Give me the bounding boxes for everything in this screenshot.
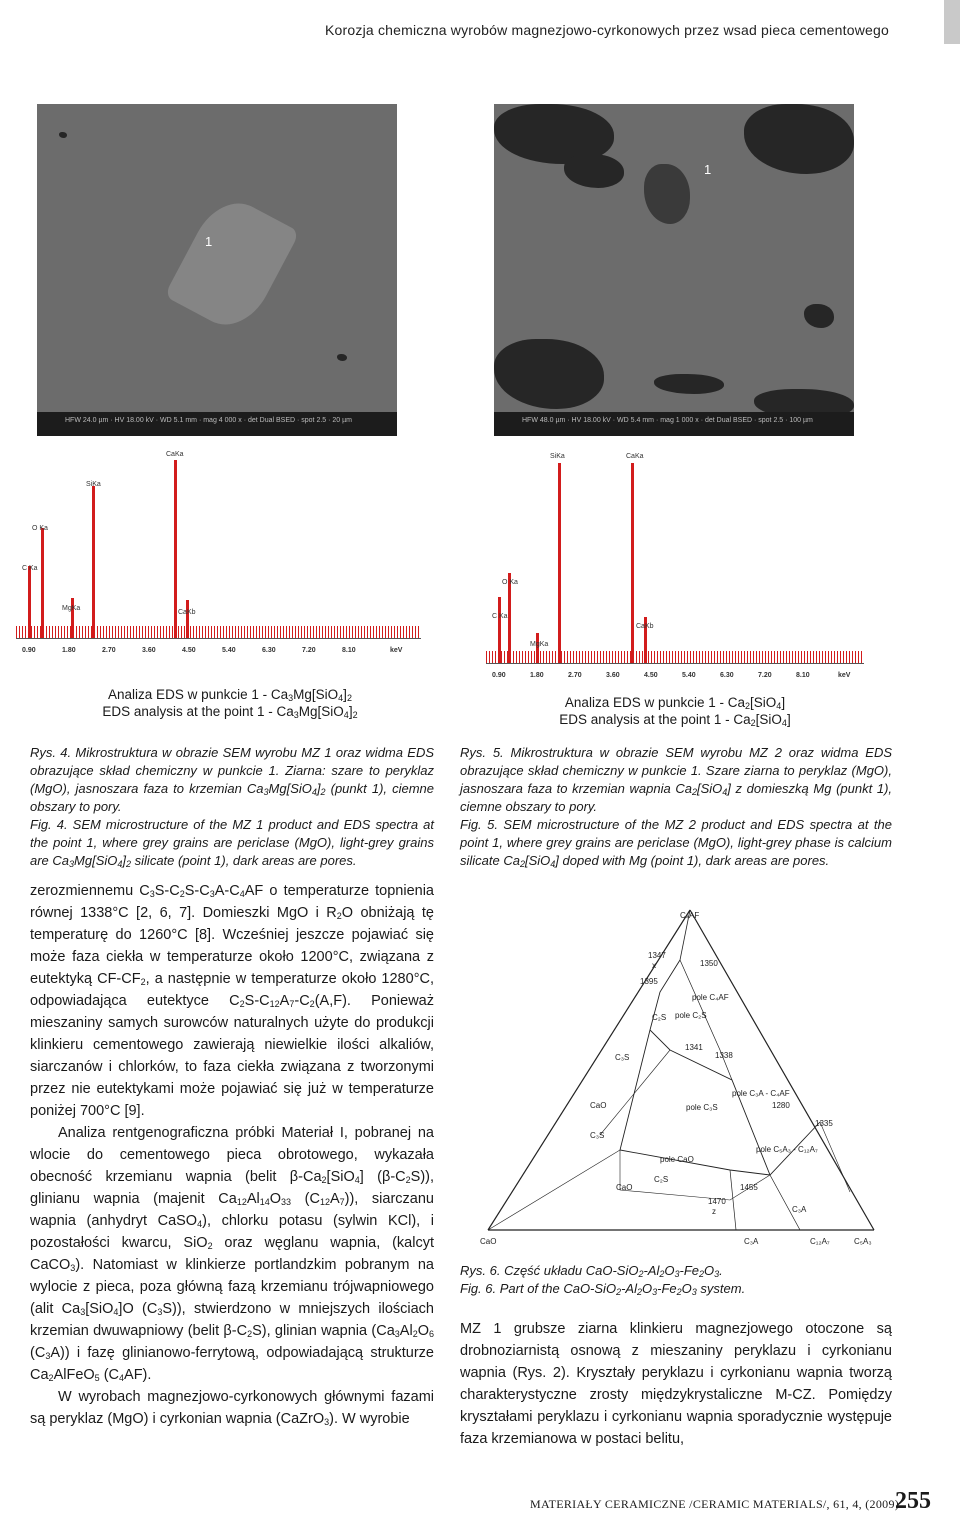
eds4-peak-OKa [41, 528, 44, 638]
svg-text:z: z [712, 1207, 716, 1216]
svg-text:C₁₂A₇: C₁₂A₇ [810, 1237, 830, 1246]
svg-text:C₂S: C₂S [652, 1013, 667, 1022]
fig4-eds-caption-pl: Analiza EDS w punkcie $1 - Ca_3Mg[SiO_4]_2$ [108, 687, 352, 703]
svg-text:CaO: CaO [480, 1237, 497, 1246]
eds5-peak-CKa [498, 597, 501, 663]
fig4-eds-spectrum: CaKa SiKa O Ka C Ka MgKa CaKb 0.90 1.80 2.70 3.60 4.50 5.40 6.30 7.20 8.10 keV [16, 445, 421, 660]
right-body-text: MZ 1 grubsze ziarna klinkieru magnezjowego otoczone są drobnoziarnistą osnową z mieszaniny peryklazu i cyrkonianu wapnia (Rys. 2). Kryształy peryklazu i cyrkonianu wapnia tworzą charakterystyczne zrosty międzykrystaliczne M-CZ. Pomiędzy kryształami peryklazu i cyrkonianu wapnia sporadycznie występuje faza krzemianowa w postaci belitu, [460, 1321, 892, 1447]
eds4-peak-CaKa [174, 460, 177, 638]
svg-text:pole C₂S: pole C₂S [675, 1011, 707, 1020]
eds4-peak-MgKa [71, 598, 74, 638]
svg-text:x: x [652, 961, 656, 970]
svg-text:CaO: CaO [590, 1101, 607, 1110]
left-body-text: zerozmiennemu $C_3S-C_2S-C_3A-C_4AF$ o temperaturze topnienia równej 1338°C [2, 6, 7]. Domieszki MgO i $R_2O$ obniżają tę temperaturę do 1260°C [8]. Wcześniej jeszcze pojawiać się może faza ciekła w temperaturze około 1200°C, związana z eutektyką $CF-CF_2$, a następnie w temperaturze około 1280°C, odpowiadająca eutektyce $C_2S-C_{12}A_7-C_2(A,F)$. Ponieważ mieszaniny samych surowców naturalnych użyte do produkcji klinkieru cementowego zawierają niewielkie ilości alkaliów, siarczanów i chlorków, to faza ciekła związana z tworzonymi przez nie eutektykami może pojawiać się już w temperaturze poniżej 700°C [9]. Analiza rentgenograficzna próbki Materiał I, pobranej na wlocie do cementowego pieca obrotowego, wykazała obecność krzemianu wapnia (belit $\beta-Ca_2[SiO_4]$ $(\beta-C_2S)$), glinianu wapnia (majenit $Ca_{12}Al_{14}O_{33}$ $(C_{12}A_7)$), siarczanu wapnia (anhydryt CaSO$_4$), chlorku potasu (sylwin KCl), i pozostałości kwarcu, SiO$_2$ oraz węglanu wapnia, (kalcyt CaCO$_3$). Natomiast w klinkierze portlandzkim pobranym na wylocie z pieca, poza główną fazą krzemianu trójwapniowego (alit $Ca_3[SiO_4]O$ $(C_3S)$), stwierdzono w mniejszych ilościach krzemian dwuwapniowy (belit $\beta-C_2S$), glinian wapnia ($Ca_3Al_2O_6$ $(C_3A)$) i fazę glinianowo-ferrytową, odpowiadającą strukturze $Ca_2AlFeO_5$ $(C_4AF)$. W wyrobach magnezjowo-cyrkonowych głównymi fazami są peryklaz (MgO) i cyrkonian wapnia (CaZrO$_3$). W wyrobie [30, 883, 435, 1427]
eds5-peak-SiKa [558, 463, 561, 663]
svg-text:1335: 1335 [815, 1119, 833, 1128]
fig5-eds-spectrum: SiKa CaKa O Ka C Ka MgKa CaKb 0.90 1.80 2.70 3.60 4.50 5.40 6.30 7.20 8.10 keV [486, 445, 864, 685]
fig5-point-label: 1 [704, 162, 712, 177]
fig5-eds-caption-en: EDS analysis at the point $1 - Ca_2[SiO_4]$ [559, 712, 791, 728]
fig4-eds-caption-en: EDS analysis at the point $1 - Ca_3Mg[SiO_4]_2$ [102, 704, 358, 720]
svg-text:pole C₃A - C₄AF: pole C₃A - C₄AF [732, 1089, 790, 1098]
svg-text:1341: 1341 [685, 1043, 703, 1052]
fig5-sem-image [494, 104, 854, 436]
svg-text:1347: 1347 [648, 951, 666, 960]
svg-text:1338: 1338 [715, 1051, 733, 1060]
fig6-phase-diagram [470, 900, 890, 1250]
header-edge-tab [944, 0, 960, 44]
svg-text:1280: 1280 [772, 1101, 790, 1110]
fig5-sem-databar: HFW 48.0 µm · HV 18.00 kV · WD 5.4 mm · mag 1 000 x · det Dual BSED · spot 2.5 · 100 µm [494, 412, 854, 436]
svg-text:1470: 1470 [708, 1197, 726, 1206]
fig4-sem-image [37, 104, 397, 436]
svg-text:C₃S: C₃S [590, 1131, 605, 1140]
svg-text:1455: 1455 [740, 1183, 758, 1192]
fig4-eds-caption [40, 686, 420, 720]
svg-text:pole C₅A₃ - C₁₂A₇: pole C₅A₃ - C₁₂A₇ [756, 1145, 818, 1154]
eds4-peak-CaKb [186, 600, 189, 638]
svg-text:1395: 1395 [640, 977, 658, 986]
svg-text:C₃A: C₃A [744, 1237, 759, 1246]
eds5-peak-MgKa [536, 633, 539, 663]
fig5-eds-caption [490, 694, 860, 728]
svg-text:1350: 1350 [700, 959, 718, 968]
svg-text:C₅A₃: C₅A₃ [854, 1237, 872, 1246]
svg-text:C₂S: C₂S [654, 1175, 669, 1184]
eds5-peak-CaKa [631, 463, 634, 663]
eds5-peak-OKa [508, 573, 511, 663]
svg-text:pole CaO: pole CaO [660, 1155, 694, 1164]
fig6-caption: Rys. 6. Część układu CaO-$SiO_2-Al_2O_3-Fe_2O_3$. Fig. 6. Part of the CaO-$SiO_2-Al_2O_3-Fe_2O_3$ system. [460, 1263, 746, 1297]
fig4-caption: Rys. 4. Mikrostruktura w obrazie SEM wyrobu MZ 1 oraz widma EDS obrazujące skład chemiczny w punkcie 1. Ziarna: szare to peryklaz (MgO), jasnoszara faza to krzemian $Ca_3Mg[SiO_4]_2$ (punkt 1), ciemne obszary to pory. Fig. 4. SEM microstructure of the MZ 1 product and EDS spectra at the point 1, where grey grains are periclase (MgO), light-grey grains are $Ca_3Mg[SiO_4]_2$ silicate (point 1), dark areas are pores. [30, 745, 434, 869]
svg-text:C₃A: C₃A [792, 1205, 807, 1214]
tern-label: C₄AF [680, 911, 700, 920]
svg-text:CaO: CaO [616, 1183, 633, 1192]
eds4-peak-SiKa [92, 486, 95, 638]
journal-footer: MATERIAŁY CERAMICZNE /CERAMIC MATERIALS/, 61, 4, (2009) [530, 1497, 900, 1511]
svg-text:C₃S: C₃S [615, 1053, 630, 1062]
page-number: 255 [895, 1488, 931, 1514]
fig5-caption: Rys. 5. Mikrostruktura w obrazie SEM wyrobu MZ 2 oraz widma EDS obrazujące skład chemiczny w punkcie 1. Szare ziarna to peryklaz (MgO), jasnoszara faza to krzemian wapnia $Ca_2[SiO_4]$ z domieszką Mg (punkt 1), ciemne obszary to pory. Fig. 5. SEM microstructure of the MZ 2 product and EDS spectra at the point 1, where grey grains are periclase (MgO), light-grey phase is calcium silicate $Ca_2[SiO_4]$ doped with Mg (point 1), dark areas are pores. [460, 745, 893, 869]
fig5-eds-caption-pl: Analiza EDS w punkcie $1 - Ca_2[SiO_4]$ [564, 695, 786, 711]
fig4-point-label: 1 [205, 234, 213, 249]
running-header: Korozja chemiczna wyrobów magnezjowo-cyrkonowych przez wsad pieca cementowego [325, 22, 889, 38]
svg-text:pole C₃S: pole C₃S [686, 1103, 718, 1112]
svg-text:pole C₄AF: pole C₄AF [692, 993, 729, 1002]
eds4-peak-CKa [28, 566, 31, 638]
fig4-sem-databar: HFW 24.0 µm · HV 18.00 kV · WD 5.1 mm · mag 4 000 x · det Dual BSED · spot 2.5 · 20 µm [37, 412, 397, 436]
